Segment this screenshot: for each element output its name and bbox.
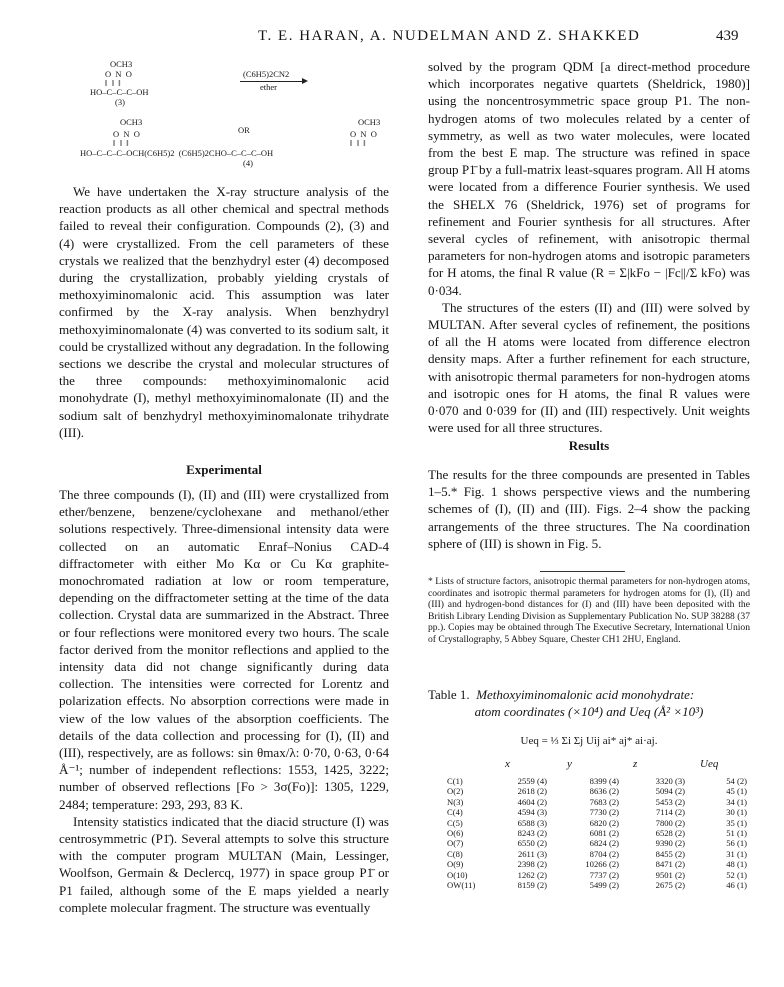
results-heading: Results xyxy=(568,438,610,453)
cell-x: 2559 (4) xyxy=(517,776,547,786)
page-header xyxy=(0,28,784,50)
table-row xyxy=(445,838,749,848)
scheme-left-row1: O N O xyxy=(113,129,140,139)
running-title: T. E. HARAN, A. NUDELMAN AND Z. SHAKKED xyxy=(258,28,641,44)
atom-label: C(1) xyxy=(447,776,463,786)
table-row xyxy=(445,786,749,796)
cell-y: 6081 (2) xyxy=(589,828,619,839)
cell-x: 2611 (3) xyxy=(517,848,547,859)
methods-text xyxy=(428,58,750,436)
scheme-right-och3: OCH3 xyxy=(358,117,381,127)
table-formula: Ueq = ⅓ Σi Σj Uij ai* aj* ai·aj. xyxy=(520,735,658,747)
col-header-y: y xyxy=(567,758,572,770)
cell-z: 7114 (2) xyxy=(655,807,685,818)
cell-z: 9390 (2) xyxy=(655,838,685,849)
experimental-text xyxy=(59,486,389,916)
cell-ueq: 56 (1) xyxy=(726,838,747,849)
cell-x: 8159 (2) xyxy=(517,880,547,891)
cell-y: 7730 (2) xyxy=(589,807,619,818)
col-header-ueq: Ueq xyxy=(700,758,719,770)
cell-x: 8243 (2) xyxy=(517,828,547,839)
cell-ueq: 34 (1) xyxy=(726,796,747,807)
atom-label: O(10) xyxy=(447,869,468,880)
scheme-top-label: (3) xyxy=(115,97,125,107)
cell-z: 7800 (2) xyxy=(655,817,685,828)
experimental-paragraph-1: The three compounds (I), (II) and (III) were crystallized from ether/benzene, benzene/cyclohexane and methanol/ether solutions respectively. Three-dimensional intensity data were collected on an automatic Enraf–Nonius CAD-4 diffractometer with either Mo Kα or Cu Kα graphite-monochromated radiation at low or room temperature, depending on the diffractometer setting at the time of the data collection. Crystal data are summarized in the Abstract. Three or four reflections were monitored every two hours. The scale factor derived from the monitor reflections and applied to the intensity data did not change significantly during data collection. The intensities were corrected for Lorentz and polarization effects. No absorption corrections were made in view of the low values of the absorption coefficients. The details of the data collection and processing for (I), (II) and (III), respectively, are as follows: sin θmax/λ: 0·70, 0·63, 0·64 Å⁻¹; number of independent reflections: 1553, 1425, 3222; number of observed reflections [Fo > 3σ(Fo)]: 1305, 1229, 2484; temperature: 293, 293, 83 K. xyxy=(59,487,389,812)
table-row xyxy=(445,807,749,817)
cell-z: 5453 (2) xyxy=(655,796,685,807)
table-caption xyxy=(428,687,750,720)
cell-z: 8455 (2) xyxy=(655,848,685,859)
cell-ueq: 48 (1) xyxy=(726,859,747,870)
intro-text xyxy=(59,183,389,441)
cell-ueq: 45 (1) xyxy=(726,786,747,797)
col-header-x: x xyxy=(505,758,510,770)
atom-label: N(3) xyxy=(447,796,464,807)
results-text xyxy=(428,466,750,552)
scheme-right-row2: ‖ ‖ ‖ xyxy=(350,138,366,148)
cell-x: 4594 (3) xyxy=(517,807,547,818)
cell-x: 1262 (2) xyxy=(517,869,547,880)
table-row xyxy=(445,818,749,828)
cell-ueq: 54 (2) xyxy=(726,776,747,786)
cell-ueq: 51 (1) xyxy=(726,828,747,839)
experimental-heading: Experimental xyxy=(186,462,262,477)
scheme-or: OR xyxy=(238,125,250,135)
atom-label: C(5) xyxy=(447,817,463,828)
reaction-scheme xyxy=(80,60,420,170)
atom-label: O(7) xyxy=(447,838,464,849)
scheme-right-row1: O N O xyxy=(350,129,377,139)
table-row xyxy=(445,776,749,786)
cell-z: 6528 (2) xyxy=(655,828,685,839)
scheme-top-row1: O N O xyxy=(105,69,132,79)
footnote-rule xyxy=(540,571,625,572)
atom-label: O(2) xyxy=(447,786,464,797)
cell-z: 8471 (2) xyxy=(655,859,685,870)
table-caption-line1: Methoxyiminomalonic acid monohydrate: xyxy=(476,687,695,702)
scheme-top-row2: ‖ ‖ ‖ xyxy=(105,78,121,88)
methods-paragraph-2: The structures of the esters (II) and (III) were solved by MULTAN. After several cycles of refinement, the positions of all the H atoms were located from difference electron density maps. After a further refinement for each structure, with anisotropic thermal parameters for non-hydrogen atoms and isotropic ones for H atoms, the final R values were 0·070 and 0·039 for (II) and (III) respectively. Unit weights were used for all three structures. xyxy=(428,299,750,436)
scheme-bottom-row: HO–C–C–C–OCH(C6H5)2 (C6H5)2CHO–C–C–C–OH xyxy=(80,148,274,158)
coordinates-table xyxy=(445,776,749,890)
scheme-bottom-label: (4) xyxy=(243,158,253,168)
cell-x: 6550 (2) xyxy=(517,838,547,849)
atom-label: C(4) xyxy=(447,807,463,818)
scheme-top-och3: OCH3 xyxy=(110,59,133,69)
cell-y: 5499 (2) xyxy=(589,880,619,891)
atom-label: O(6) xyxy=(447,828,464,839)
cell-z: 5094 (2) xyxy=(655,786,685,797)
intro-paragraph: We have undertaken the X-ray structure analysis of the reaction products as all other chemical and spectral methods failed to reveal their configuration. Compounds (2), (3) and (4) were crystallized. From the cell parameters of these crystals we realized that the benzhydryl ester (4) decomposed during the crystallization, probably yielding crystals of methoxyiminomalonic acid. This assumption was later confirmed by the X-ray analysis. When benzhydryl methoxyiminomalonate (4) was converted to its sodium salt, it could be crystallized without any degradation. In the following sections we describe the crystal and molecular structures of the three compounds: methoxyiminomalonic acid monohydrate (I), methyl methoxyiminomalonate (II) and the sodium salt of benzhydryl methoxyiminomalonate trihydrate (III). xyxy=(59,184,389,440)
cell-x: 2618 (2) xyxy=(517,786,547,797)
cell-y: 8704 (2) xyxy=(589,848,619,859)
scheme-top-row3: HO–C–C–C–OH xyxy=(90,87,149,97)
cell-z: 3320 (3) xyxy=(655,776,685,786)
cell-ueq: 46 (1) xyxy=(726,880,747,891)
table-row xyxy=(445,870,749,880)
cell-x: 2398 (2) xyxy=(517,859,547,870)
table-row xyxy=(445,859,749,869)
table-row xyxy=(445,849,749,859)
arrow-head-icon xyxy=(302,78,308,84)
cell-ueq: 30 (1) xyxy=(726,807,747,818)
cell-y: 6820 (2) xyxy=(589,817,619,828)
cell-y: 7683 (2) xyxy=(589,796,619,807)
scheme-reagent-solvent: ether xyxy=(260,82,277,92)
footnote: * Lists of structure factors, anisotropic thermal parameters for non-hydrogen atoms, coordinates and isotropic thermal parameters for hydrogen atoms for (I), (II) and (III) and hydrogen-bond distances for (I) and (III) have been deposited with the British Library Lending Division as Supplementary Publication No. SUP 38288 (37 pp.). Copies may be obtained through The Executive Secretary, International Union of Crystallography, 5 Abbey Square, Chester CH1 2HU, England. xyxy=(428,576,750,645)
atom-label: O(9) xyxy=(447,859,464,870)
cell-z: 2675 (2) xyxy=(655,880,685,891)
col-header-z: z xyxy=(633,758,638,770)
atom-label: OW(11) xyxy=(447,880,476,891)
scheme-reagent: (C6H5)2CN2 xyxy=(243,69,290,79)
cell-ueq: 31 (1) xyxy=(726,848,747,859)
table-row xyxy=(445,797,749,807)
atom-label: C(8) xyxy=(447,848,463,859)
table-caption-line2: atom coordinates (×10⁴) and Ueq (Å² ×10³) xyxy=(474,703,704,719)
table-row xyxy=(445,828,749,838)
cell-x: 4604 (2) xyxy=(517,796,547,807)
cell-ueq: 35 (1) xyxy=(726,817,747,828)
table-row xyxy=(445,880,749,890)
experimental-paragraph-2: Intensity statistics indicated that the diacid structure (I) was centrosymmetric (P1̄). Several attempts to solve this structure with the computer program MULTAN (Main, Lessinger, Woolfson, Germain & Declercq, 1977) in space group P1̄ or P1 failed, although some of the E maps yielded a nearly complete molecular fragment. The structure was eventually xyxy=(59,813,389,915)
cell-y: 8399 (4) xyxy=(589,776,619,786)
methods-paragraph-1: solved by the program QDM [a direct-method procedure which incorporates negative quartets (Sheldrick, 1980)] using the noncentrosymmetric space group P1. The non-hydrogen atoms of two molecules related by a center of symmetry, as well as two water molecules, were located from the best E map. The structure was refined in space group P1̄ by a full-matrix least-squares program. All H atoms were located from a difference Fourier synthesis. We used the SHELX 76 (Sheldrick, 1976) set of programs for refinement and Fourier synthesis for all structures. After several cycles of refinement, with anisotropic thermal parameters for non-hydrogen atoms and isotropic parameters for H atoms, the final R value (R = Σ|kFo − |Fc||/Σ kFo) was 0·034. xyxy=(428,59,750,298)
page-number: 439 xyxy=(716,28,739,44)
cell-z: 9501 (2) xyxy=(655,869,685,880)
scheme-left-och3: OCH3 xyxy=(120,117,143,127)
cell-ueq: 52 (1) xyxy=(726,869,747,880)
cell-y: 10266 (2) xyxy=(585,859,619,870)
table-caption-prefix: Table 1. xyxy=(428,687,470,702)
table-column-headers xyxy=(455,758,755,774)
results-paragraph: The results for the three compounds are presented in Tables 1–5.* Fig. 1 shows perspective views and the numbering schemes of (I), (II) and (III). Figs. 2–4 show the packing arrangements of the three structures. The Na coordination sphere of (III) is shown in Fig. 5. xyxy=(428,467,750,551)
cell-y: 6824 (2) xyxy=(589,838,619,849)
cell-x: 6588 (3) xyxy=(517,817,547,828)
scheme-left-row2: ‖ ‖ ‖ xyxy=(113,138,129,148)
cell-y: 8636 (2) xyxy=(589,786,619,797)
cell-y: 7737 (2) xyxy=(589,869,619,880)
